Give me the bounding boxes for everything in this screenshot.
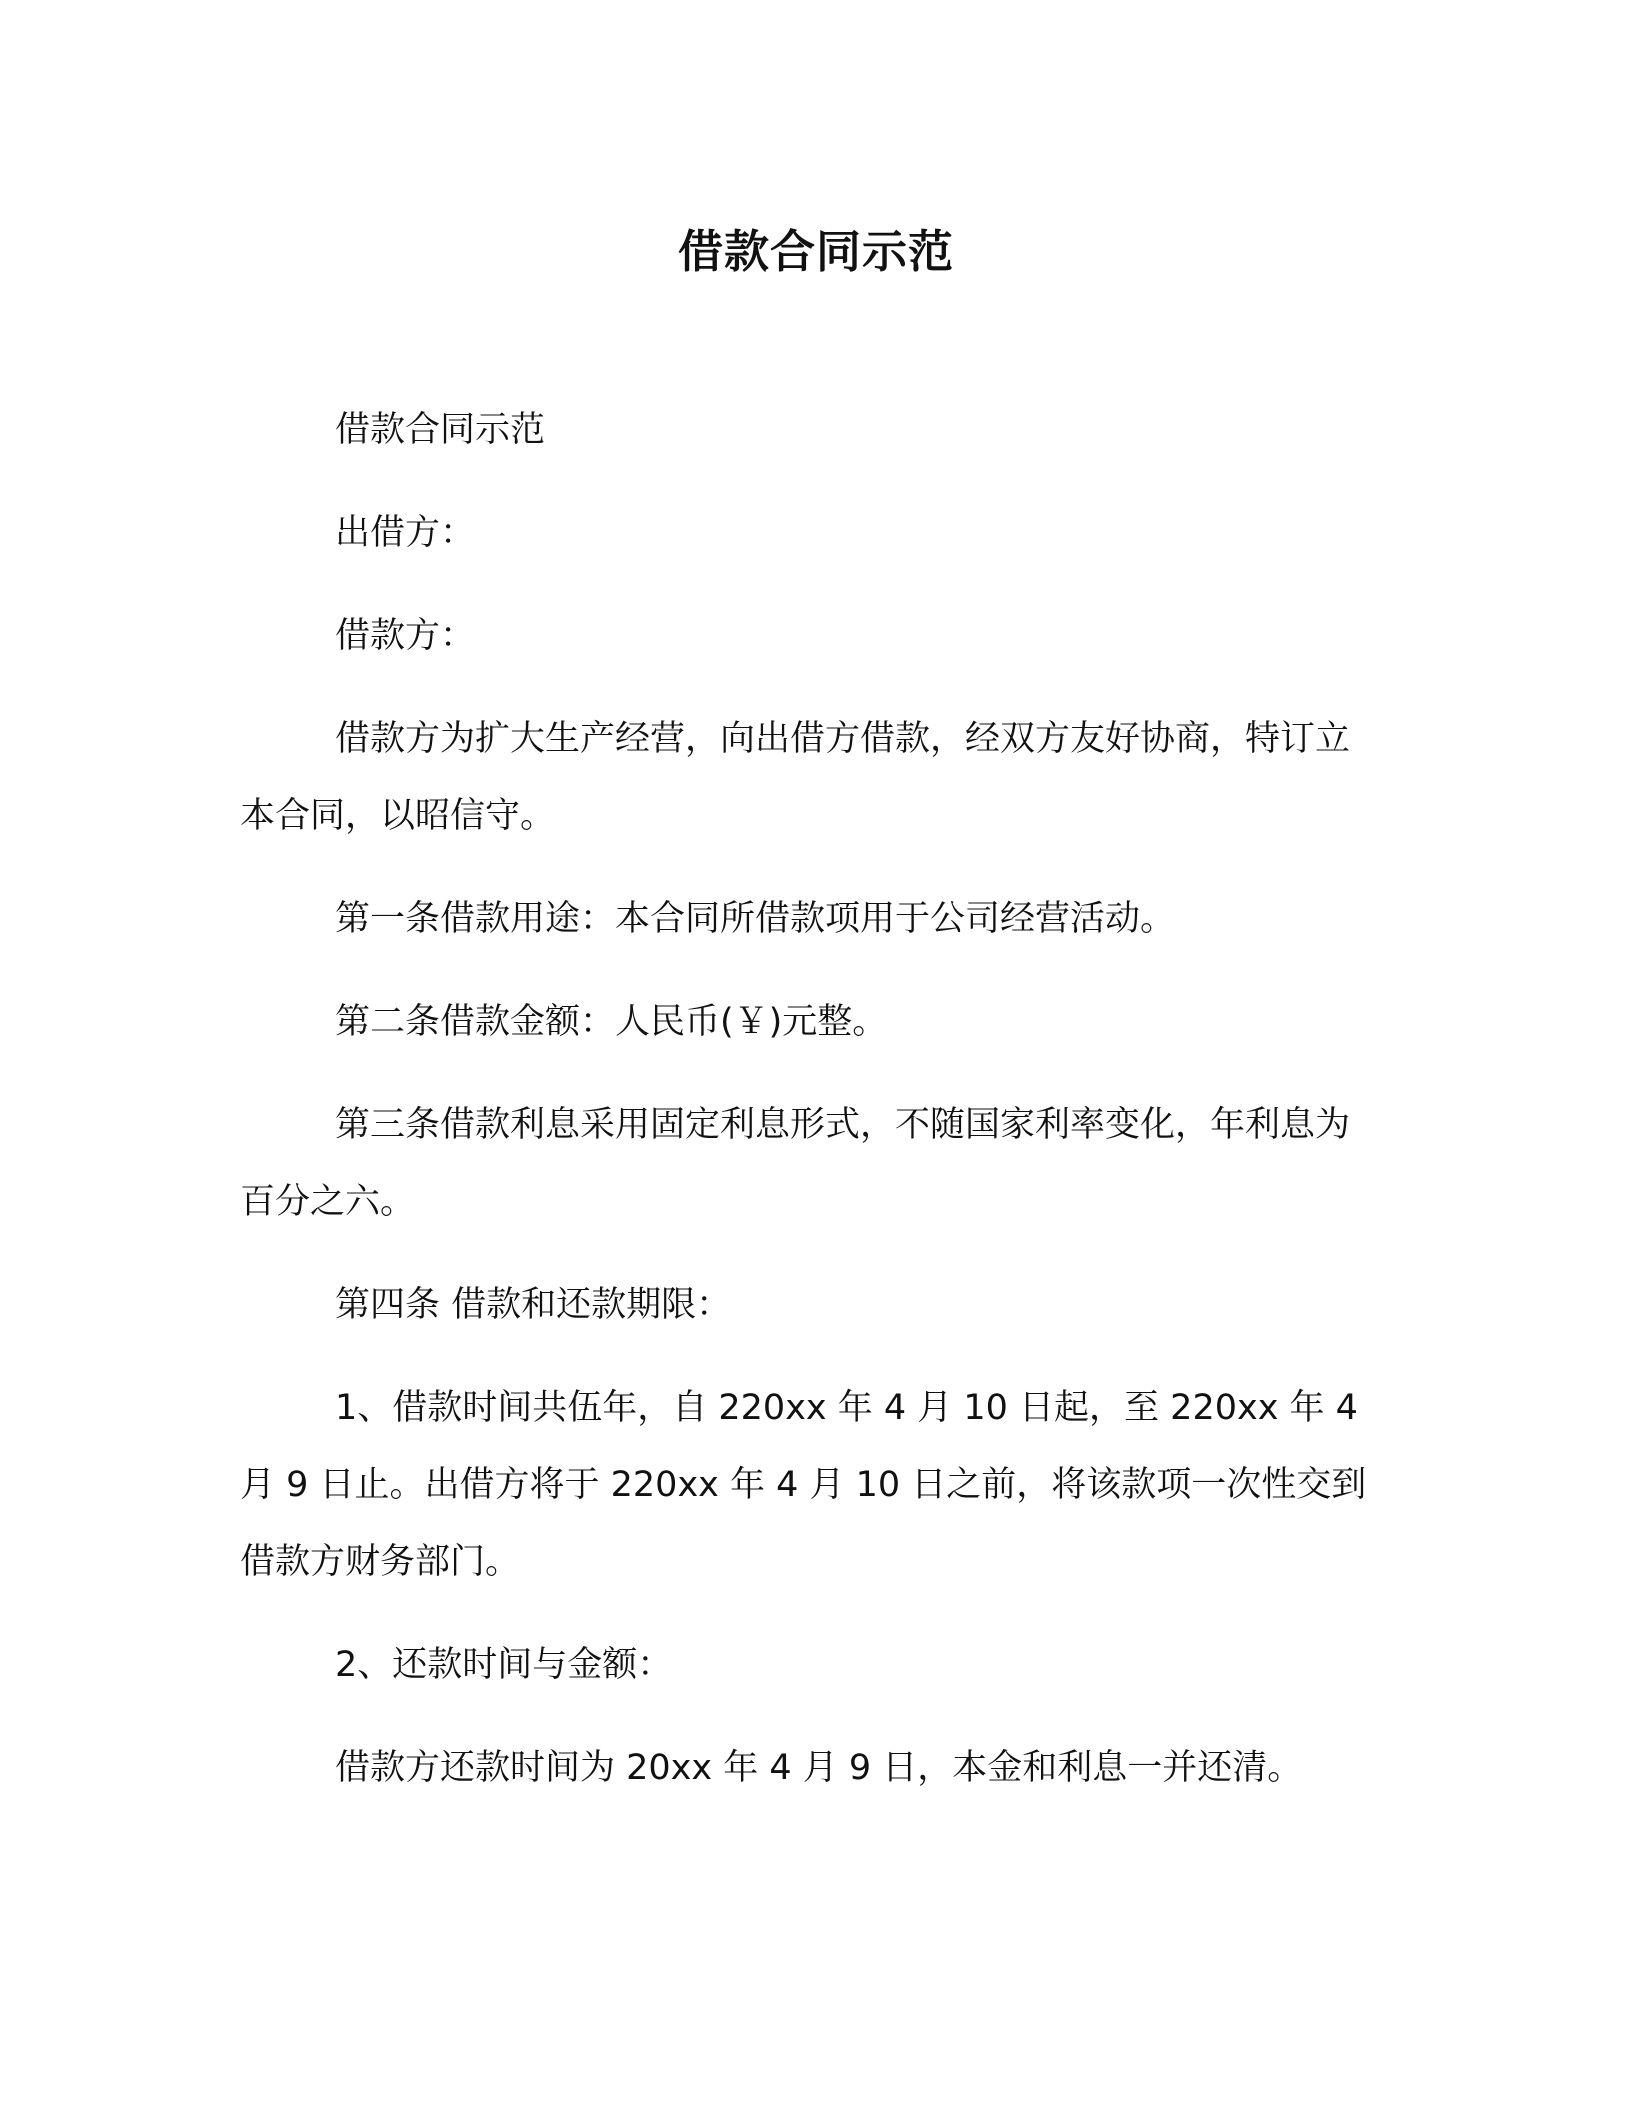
paragraph-heading: 借款合同示范 (335, 410, 546, 450)
paragraph-repayment: 借款方还款时间为 20xx 年 4 月 9 日，本金和利息一并还清。 (335, 1748, 1303, 1788)
paragraph-lender: 出借方： (335, 513, 476, 553)
document-title: 借款合同示范 (677, 225, 954, 278)
paragraph-article-4: 第四条 借款和还款期限： (335, 1285, 732, 1325)
paragraph-article-2: 第二条借款金额：人民币(￥)元整。 (335, 1002, 888, 1042)
paragraph-article-1: 第一条借款用途：本合同所借款项用于公司经营活动。 (335, 899, 1176, 939)
paragraph-borrower: 借款方： (335, 616, 476, 656)
paragraph-preamble: 借款方为扩大生产经营，向出借方借款，经双方友好协商，特订立本合同，以昭信守。 (240, 719, 1351, 836)
paragraph-article-3: 第三条借款利息采用固定利息形式，不随国家利率变化，年利息为百分之六。 (240, 1105, 1351, 1222)
paragraph-term-2: 2、还款时间与金额： (335, 1645, 673, 1685)
document-body (240, 392, 1380, 1833)
paragraph-term-1: 1、借款时间共伍年，自 220xx 年 4 月 10 日起，至 220xx 年 4 月 9 日止。出借方将于 220xx 年 4 月 10 日之前，将该款项一次性交到借款方财务部门。 (240, 1388, 1367, 1582)
